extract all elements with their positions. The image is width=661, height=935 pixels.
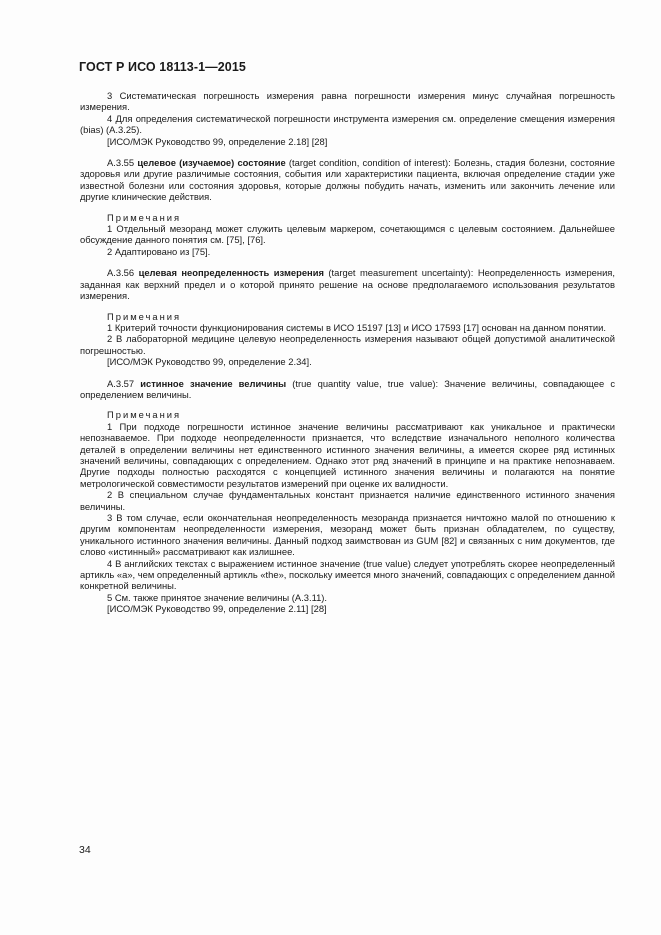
term-name: истинное значение величины [140,377,287,389]
note-item: 2 Адаптировано из [75]. [107,245,211,257]
term-definition: (true quantity value, true value): Значение величины, совпадающее с определением величины. [80,377,616,400]
note-item: 2 В лабораторной медицине целевую неопределенность измерения называют общей допустимой аналитической погрешностью. [80,333,615,356]
note-item: 1 При подходе погрешности истинное значение величины рассматривают как уникальное и практически непознаваемое. При подходе неопределенности признается, что вследствие изначального неполного количества деталей в определении величины нет единственного истинного значения величины, а имеется скорее ряд истинных значений величины, совпадающих с определением. Однако этот ряд значений в принципе и на практике непознаваем. Другие подходы полностью расходятся с концепцией истинного значения величины и полагаются на понятие метрологической совместимости результатов измерений при оценке их валидности. [80,420,615,489]
document-header: ГОСТ Р ИСО 18113-1—2015 [79,60,246,74]
term-a-3-57 [80,378,615,401]
note-item: 4 В английских текстах с выражением истинное значение (true value) следует употреблять скорее неопределенный артикль «а», чем определенный артикль «the», поскольку имеется много значений, совпадающих с определением данной конкретной величины. [80,557,615,592]
note-item: 2 В специальном случае фундаментальных констант признается наличие единственного истинного значения величины. [80,489,615,512]
term-definition: (target measurement uncertainty): Неопределенность измерения, заданная как верхний предел и о которой принято решение на основе предполагаемого использования результатов измерения. [80,267,615,302]
reference-2-11: [ИСО/МЭК Руководство 99, определение 2.11] [28] [107,603,327,615]
term-a-3-55 [80,157,615,203]
reference-2-34: [ИСО/МЭК Руководство 99, определение 2.34]. [107,356,312,368]
term-name: целевое (изучаемое) состояние [137,157,286,169]
term-a-3-56 [80,267,615,301]
reference-2-18: [ИСО/МЭК Руководство 99, определение 2.18] [28] [107,135,328,147]
term-definition: (target condition, condition of interest): Болезнь, стадия болезни, состояние здоровья или другие различимые состояния, события или характеристики пациента, включая определение стадии уже известной болезни или состояния здоровья, которые должны побудить начать, изменить или закончить лечение или другие клинические действия. [80,157,616,203]
note-3-systematic-error: 3 Систематическая погрешность измерения равна погрешности измерения минус случайная погрешность измерения. [80,90,615,113]
note-item: 3 В том случае, если окончательная неопределенность мезоранда признается ничтожно малой по отношению к другим компонентам неопределенности измерения, мезоранд может быть признан обладателем, по существу, уникального истинного значения величины. Данный подход заимствован из GUM [82] и связанных с ним документов, где слово «истинный» рассматривают как излишнее. [80,512,615,558]
note-4-bias: 4 Для определения систематической погрешности инструмента измерения см. определение смещения измерения (bias) (А.3.25). [80,112,615,136]
note-item: 5 См. также принятое значение величины (А.3.11). [107,591,328,603]
notes-heading: Примечания [107,310,182,322]
note-item: 1 Отдельный мезоранд может служить целевым маркером, сочетающимся с целевым состоянием. Дальнейшее обсуждение данного понятия см. [75], [76]. [80,223,615,246]
term-number: А.3.55 [107,157,138,169]
term-name: целевая неопределенность измерения [138,267,324,279]
document-body [80,90,615,615]
notes-heading: Примечания [107,211,182,223]
note-item: 1 Критерий точности функционирования системы в ИСО 15197 [13] и ИСО 17593 [17] основан на данном понятии. [107,321,606,333]
term-number: А.3.56 [107,267,139,279]
notes-heading: Примечания [107,409,182,421]
page-number: 34 [79,844,91,856]
term-number: А.3.57 [107,377,141,389]
